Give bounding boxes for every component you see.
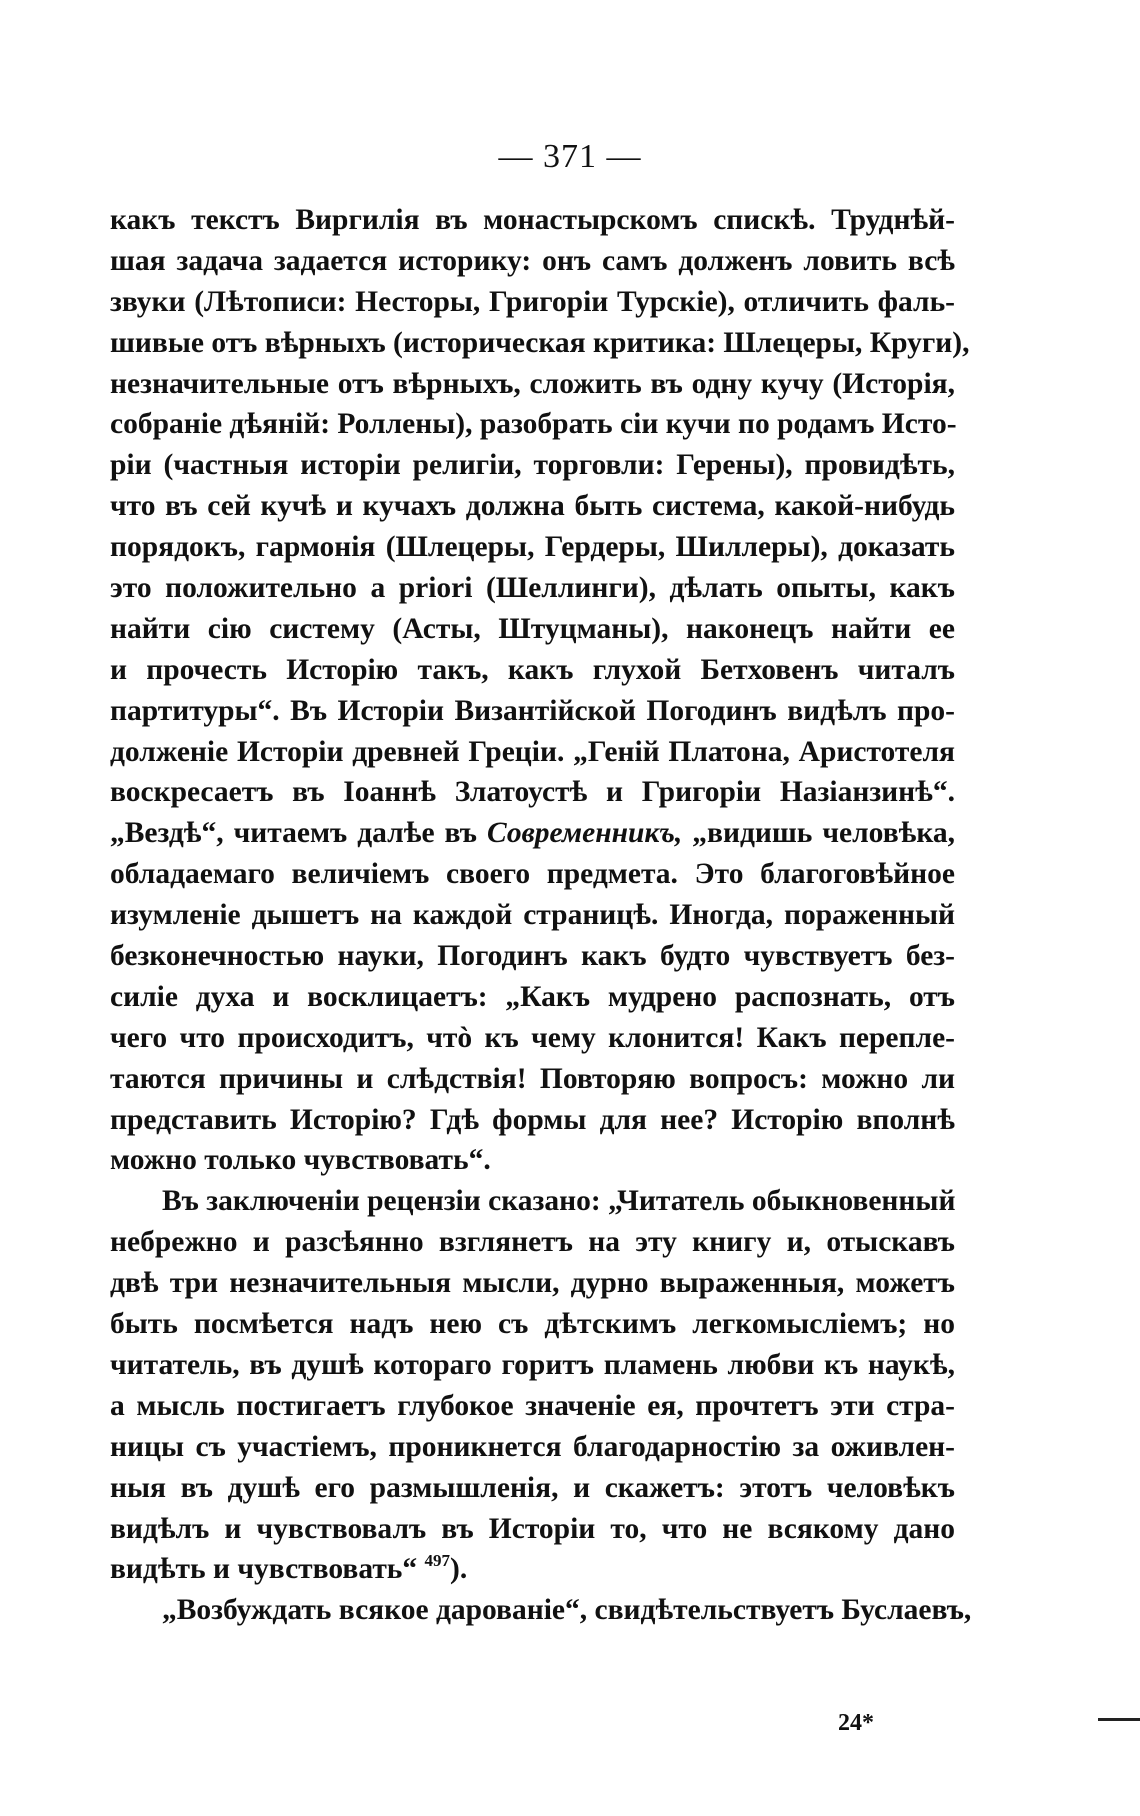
text-line: что въ сей кучѣ и кучахъ должна быть система, какой-нибудь xyxy=(110,490,955,523)
text-line: читатель, въ душѣ котораго горитъ пламень любви къ наукѣ, xyxy=(110,1348,955,1381)
text-line: шая задача задается историку: онъ самъ долженъ ловить всѣ xyxy=(110,244,955,277)
text-line: таются причины и слѣдствія! Повторяю вопросъ: можно ли xyxy=(110,1062,955,1095)
text-segment: „Вездѣ“, читаемъ далѣе въ xyxy=(110,817,477,850)
text-segment: видѣть и чувствовать“ xyxy=(110,1553,418,1586)
text-line: видѣлъ и чувствовалъ въ Исторіи то, что не всякому дано xyxy=(110,1512,955,1545)
text-line: быть посмѣется надъ нею съ дѣтскимъ легкомысліемъ; но xyxy=(110,1308,955,1341)
text-line: шивые отъ вѣрныхъ (историческая критика: Шлецеры, Круги), xyxy=(110,326,970,359)
text-line: безконечностью науки, Погодинъ какъ будто чувствуетъ без- xyxy=(110,940,955,973)
text-line: незначительные отъ вѣрныхъ, сложить въ одну кучу (Исторія, xyxy=(110,367,955,400)
text-line-with-footnote xyxy=(110,1549,955,1590)
text-line: изумленіе дышетъ на каждой страницѣ. Иногда, пораженный xyxy=(110,899,955,932)
text-segment: ). xyxy=(450,1553,468,1586)
paragraph-start-line: „Возбуждать всякое дарованіе“, свидѣтельствуетъ Буслаевъ, xyxy=(162,1594,972,1627)
text-line: представить Исторію? Гдѣ формы для нее? Исторію вполнѣ xyxy=(110,1103,955,1136)
text-line: ріи (частныя исторіи религіи, торговли: Герены), провидѣть, xyxy=(110,449,955,482)
text-line: можно только чувствовать“. xyxy=(110,1144,491,1177)
text-line: а мысль постигаетъ глубокое значеніе ея, прочтетъ эти стра- xyxy=(110,1389,955,1422)
printer-signature-mark: 24* xyxy=(838,1710,874,1736)
text-line: какъ текстъ Виргилія въ монастырскомъ спискѣ. Труднѣй- xyxy=(110,204,955,236)
footnote-reference[interactable]: 497 xyxy=(424,1551,451,1571)
text-segment: „видишь человѣка, xyxy=(692,817,956,850)
text-line-with-italic xyxy=(110,813,955,854)
text-line: двѣ три незначительныя мысли, дурно выраженныя, можетъ xyxy=(110,1267,955,1300)
text-line: ныя въ душѣ его размышленія, и скажетъ: этотъ человѣкъ xyxy=(110,1471,955,1504)
text-line: чего что происходитъ, чтò къ чему клонится! Какъ перепле- xyxy=(110,1021,955,1054)
body-text xyxy=(110,200,972,1631)
text-line: обладаемаго величіемъ своего предмета. Это благоговѣйное xyxy=(110,858,955,891)
page-number: — 371 — xyxy=(498,138,642,175)
text-line: силіе духа и восклицаетъ: „Какъ мудрено распознать, отъ xyxy=(110,980,955,1013)
text-line: ницы съ участіемъ, проникнется благодарностію за оживлен- xyxy=(110,1430,955,1463)
edge-rule xyxy=(1098,1718,1140,1721)
text-line: звуки (Лѣтописи: Несторы, Григоріи Турскіе), отличить фаль- xyxy=(110,285,955,318)
text-line: небрежно и разсѣянно взглянетъ на эту книгу и, отыскавъ xyxy=(110,1226,955,1259)
text-line: и прочесть Исторію такъ, какъ глухой Бетховенъ читалъ xyxy=(110,653,955,686)
text-line: это положительно a priori (Шеллинги), дѣлать опыты, какъ xyxy=(110,572,955,605)
text-line: партитуры“. Въ Исторіи Византійской Погодинъ видѣлъ про- xyxy=(110,694,955,727)
text-line: найти сію систему (Асты, Штуцманы), наконецъ найти ее xyxy=(110,612,955,645)
journal-title: Современникъ, xyxy=(486,817,683,850)
text-line: воскресаетъ въ Іоаннѣ Златоустѣ и Григоріи Назіанзинѣ“. xyxy=(110,776,955,809)
text-line: долженіе Исторіи древней Греціи. „Геній Платона, Аристотеля xyxy=(110,735,955,768)
paragraph-start-line: Въ заключеніи рецензіи сказано: „Читатель обыкновенный xyxy=(162,1185,956,1218)
text-line: собраніе дѣяній: Роллены), разобрать сіи кучи по родамъ Исто- xyxy=(110,408,957,441)
text-line: порядокъ, гармонія (Шлецеры, Гердеры, Шиллеры), доказать xyxy=(110,531,955,564)
